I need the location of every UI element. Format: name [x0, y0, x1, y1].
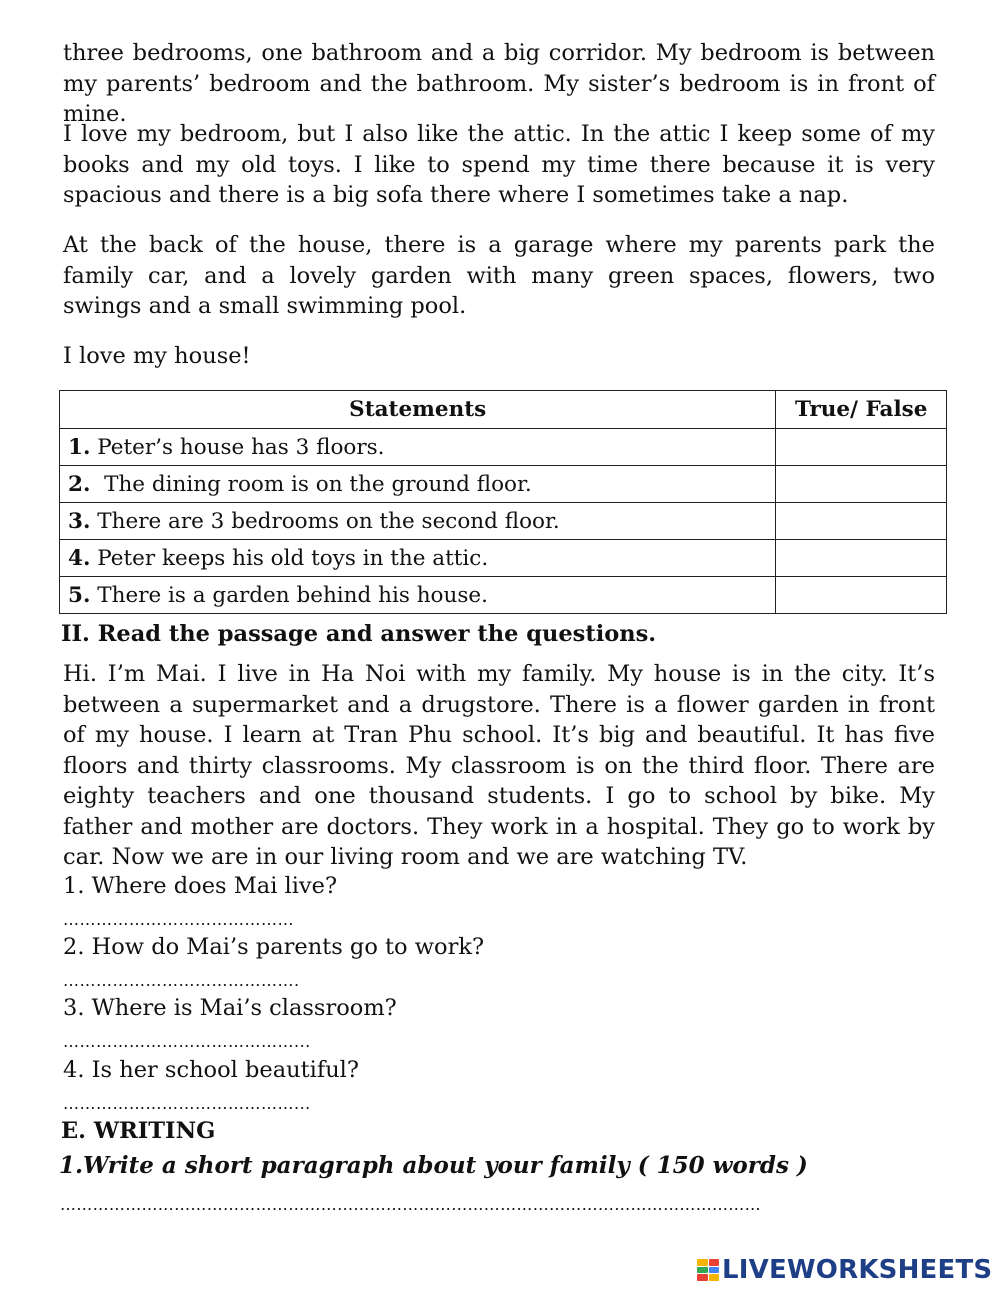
table-row — [60, 503, 947, 540]
answer-cell[interactable] — [776, 503, 947, 540]
section2-passage: Hi. I’m Mai. I live in Ha Noi with my family. My house is in the city. It’s between a supermarket and a drugstore. There is a flower garden in front of my house. I learn at Tran Phu school. It’s big and beautiful. It has five floors and thirty classrooms. My classroom is on the third floor. There are eighty teachers and one thousand students. I go to school by bike. My father and mother are doctors. They work in a hospital. They go to work by car. Now we are in our living room and we are watching TV. — [63, 661, 935, 870]
statement-text: Peter keeps his old toys in the attic. — [90, 545, 489, 571]
question-3: 3. Where is Mai’s classroom? — [63, 995, 397, 1021]
statement-text: There is a garden behind his house. — [90, 582, 488, 608]
statement-text: There are 3 bedrooms on the second floor. — [90, 508, 560, 534]
table-header-row — [60, 391, 947, 429]
statement-number: 2. — [68, 471, 91, 497]
table-row — [60, 540, 947, 577]
answer-line-4[interactable]: ……………………………………... — [63, 1094, 311, 1113]
question-2: 2. How do Mai’s parents go to work? — [63, 934, 485, 960]
statement-text: The dining room is on the ground floor. — [90, 471, 532, 497]
answer-line-3[interactable]: ……………………………………... — [63, 1032, 311, 1051]
statement-cell — [60, 540, 776, 577]
statement-cell — [60, 466, 776, 503]
statement-number: 3. — [68, 508, 91, 534]
table-row — [60, 429, 947, 466]
liveworksheets-logo — [697, 1252, 992, 1288]
answer-line-1[interactable]: …………………………………… — [63, 910, 294, 929]
answer-cell[interactable] — [776, 540, 947, 577]
statement-number: 5. — [68, 582, 91, 608]
answer-cell[interactable] — [776, 577, 947, 614]
statement-number: 1. — [68, 434, 91, 460]
statement-number: 4. — [68, 545, 91, 571]
passage1-paragraph-3: At the back of the house, there is a garage where my parents park the family car, and a lovely garden with many green spaces, flowers, two swings and a small swimming pool. — [63, 232, 935, 319]
answer-cell[interactable] — [776, 429, 947, 466]
writing-task: 1.Write a short paragraph about your family ( 150 words ) — [59, 1152, 808, 1179]
statement-cell — [60, 429, 776, 466]
writing-answer-line[interactable]: ………………………………………………………………………………………………………………… — [60, 1195, 761, 1214]
header-statements: Statements — [60, 391, 776, 429]
passage1-paragraph-1: three bedrooms, one bathroom and a big corridor. My bedroom is between my parents’ bedroom and the bathroom. My sister’s bedroom is in front of mine. — [63, 40, 935, 127]
question-4: 4. Is her school beautiful? — [63, 1057, 359, 1083]
passage1-paragraph-4: I love my house! — [63, 343, 251, 369]
header-true-false: True/ False — [776, 391, 947, 429]
table-row — [60, 466, 947, 503]
table-row — [60, 577, 947, 614]
statement-cell — [60, 503, 776, 540]
answer-cell[interactable] — [776, 466, 947, 503]
answer-line-2[interactable]: ……………………………………. — [63, 971, 300, 990]
writing-heading: E. WRITING — [61, 1118, 216, 1144]
statement-text: Peter’s house has 3 floors. — [90, 434, 385, 460]
liveworksheets-logo-text: LIVEWORKSHEETS — [722, 1255, 993, 1285]
question-1: 1. Where does Mai live? — [63, 873, 338, 899]
true-false-table — [59, 390, 947, 614]
liveworksheets-logo-icon — [697, 1259, 719, 1281]
passage1-paragraph-2: I love my bedroom, but I also like the attic. In the attic I keep some of my books and my old toys. I like to spend my time there because it is very spacious and there is a big sofa there where I sometimes take a nap. — [63, 121, 935, 208]
statement-cell — [60, 577, 776, 614]
section2-heading: II. Read the passage and answer the questions. — [61, 621, 657, 647]
